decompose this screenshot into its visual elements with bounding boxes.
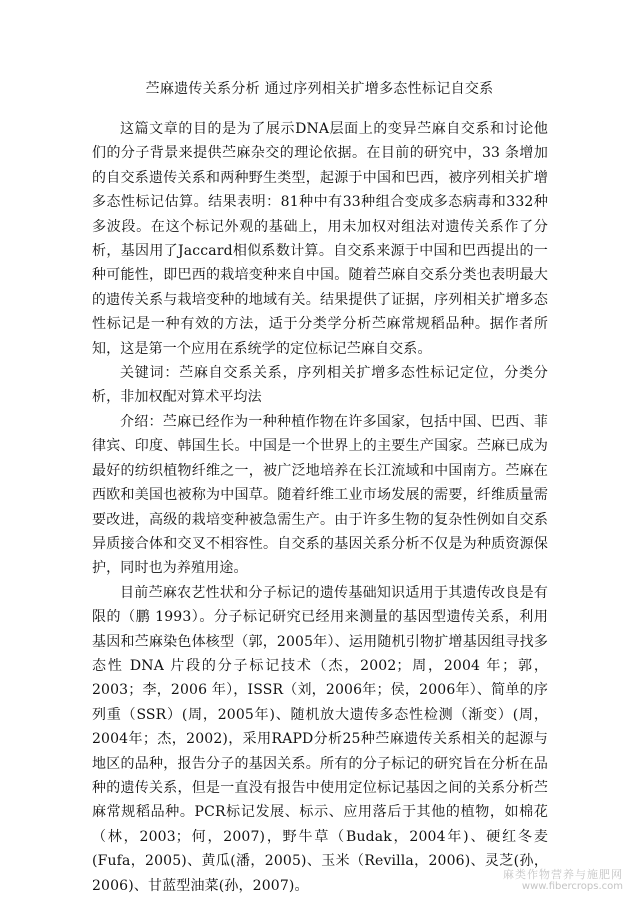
abstract-paragraph: 这篇文章的目的是为了展示DNA层面上的变异苎麻自交系和讨论他们的分子背景来提供苎麻杂交的理论依据。在目前的研究中，33 条增加的自交系遗传关系和两种野生类型，起源于中国和巴西，被序列相关扩增多态性标记估算。结果表明：81种中有33种组合变成多态病毒和332种多波段。在这个标记外观的基础上，用未加权对组法对遗传关系作了分析，基因用了Jaccard相似系数计算。自交系来源于中国和巴西提出的一种可能性，即巴西的栽培变种来自中国。随着苎麻自交系分类也表明最大的遗传关系与栽培变种的地域有关。结果提供了证据，序列相关扩增多态性标记是一种有效的方法，适于分类学分析苎麻常规稻品种。据作者所知，这是第一个应用在系统学的定位标记苎麻自交系。 (92, 121, 548, 357)
watermark-site-url: www.fibercrops.com (521, 881, 623, 892)
site-watermark (503, 869, 623, 893)
watermark-site-name: 麻类作物营养与施肥网 (503, 868, 623, 881)
background-paragraph: 目前苎麻农艺性状和分子标记的遗传基础知识适用于其遗传改良是有限的（鹏 1993）。分子标记研究已经用来测量的基因型遗传关系，利用基因和苎麻染色体核型（郭，2005年）、运用随机引物扩增基因组寻找多态性 DNA 片段的分子标记技术（杰，2002；周，2004 年；郭，2003；李，2006 年），ISSR（刘，2006年；侯，2006年）、简单的序列重（SSR）(周，2005年)、随机放大遗传多态性检测（渐变）(周，2004年；杰，2002)，采用RAPD分析25种苎麻遗传关系相关的起源与地区的品种，报告分子的基因关系。所有的分子标记的研究旨在分析在品种的遗传关系，但是一直没有报告中使用定位标记基因之间的关系分析苎麻常规稻品种。PCR标记发展、标示、应用落后于其他的植物，如棉花（林，2003；何，2007)，野牛草（Budak，2004年)、硬红冬麦(Fufa，2005)、黄瓜(潘，2005)、玉米（Revilla，2006)、灵芝(孙，2006)、甘蓝型油菜(孙，2007)。 (92, 584, 548, 894)
document-body (92, 117, 548, 898)
introduction-paragraph: 介绍：苎麻已经作为一种种植作物在许多国家，包括中国、巴西、菲律宾、印度、韩国生长。中国是一个世界上的主要生产国家。苎麻已成为最好的纺织植物纤维之一，被广泛地培养在长江流域和中国南方。苎麻在西欧和美国也被称为中国草。随着纤维工业市场发展的需要，纤维质量需要改进，高级的栽培变种被急需生产。由于许多生物的复杂性例如自交系异质接合体和交叉不相容性。自交系的基因关系分析不仅是为种质资源保护，同时也为养殖用途。 (92, 413, 548, 577)
document-title: 苎麻遗传关系分析 通过序列相关扩增多态性标记自交系 (145, 81, 494, 97)
keywords-paragraph: 关键词：苎麻自交系关系，序列相关扩增多态性标记定位，分类分析，非加权配对算术平均法 (92, 365, 548, 406)
